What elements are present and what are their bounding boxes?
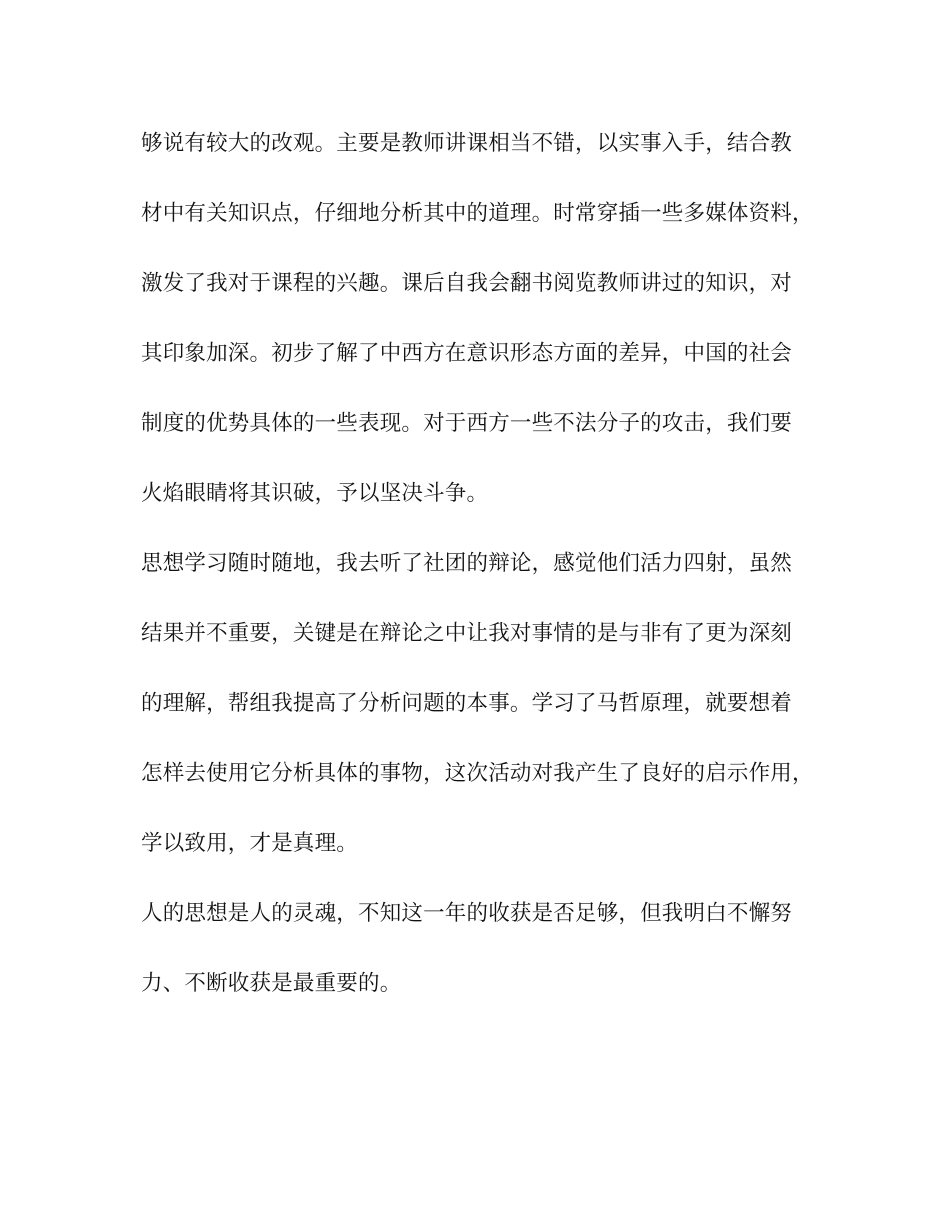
- paragraph-line: 学以致用，才是真理。: [141, 831, 359, 856]
- paragraph-line: 材中有关知识点，仔细地分析其中的道理。时常穿插一些多媒体资料，: [141, 201, 814, 226]
- paragraph-line: 够说有较大的改观。主要是教师讲课相当不错，以实事入手，结合教: [141, 131, 793, 156]
- paragraph-line: 怎样去使用它分析具体的事物，这次活动对我产生了良好的启示作用，: [141, 761, 814, 786]
- paragraph-line: 人的思想是人的灵魂，不知这一年的收获是否足够，但我明白不懈努: [141, 901, 793, 926]
- paragraph-line: 火焰眼睛将其识破，予以坚决斗争。: [141, 481, 489, 506]
- paragraph-line: 思想学习随时随地，我去听了社团的辩论，感觉他们活力四射，虽然: [141, 551, 793, 576]
- paragraph-line: 结果并不重要，关键是在辩论之中让我对事情的是与非有了更为深刻: [141, 621, 793, 646]
- paragraph-line: 力、不断收获是最重要的。: [141, 971, 402, 996]
- paragraph-line: 激发了我对于课程的兴趣。课后自我会翻书阅览教师讲过的知识，对: [141, 271, 793, 296]
- paragraph-line: 制度的优势具体的一些表现。对于西方一些不法分子的攻击，我们要: [141, 411, 793, 436]
- paragraph-line: 的理解，帮组我提高了分析问题的本事。学习了马哲原理，就要想着: [141, 691, 793, 716]
- paragraph-line: 其印象加深。初步了解了中西方在意识形态方面的差异，中国的社会: [141, 341, 793, 366]
